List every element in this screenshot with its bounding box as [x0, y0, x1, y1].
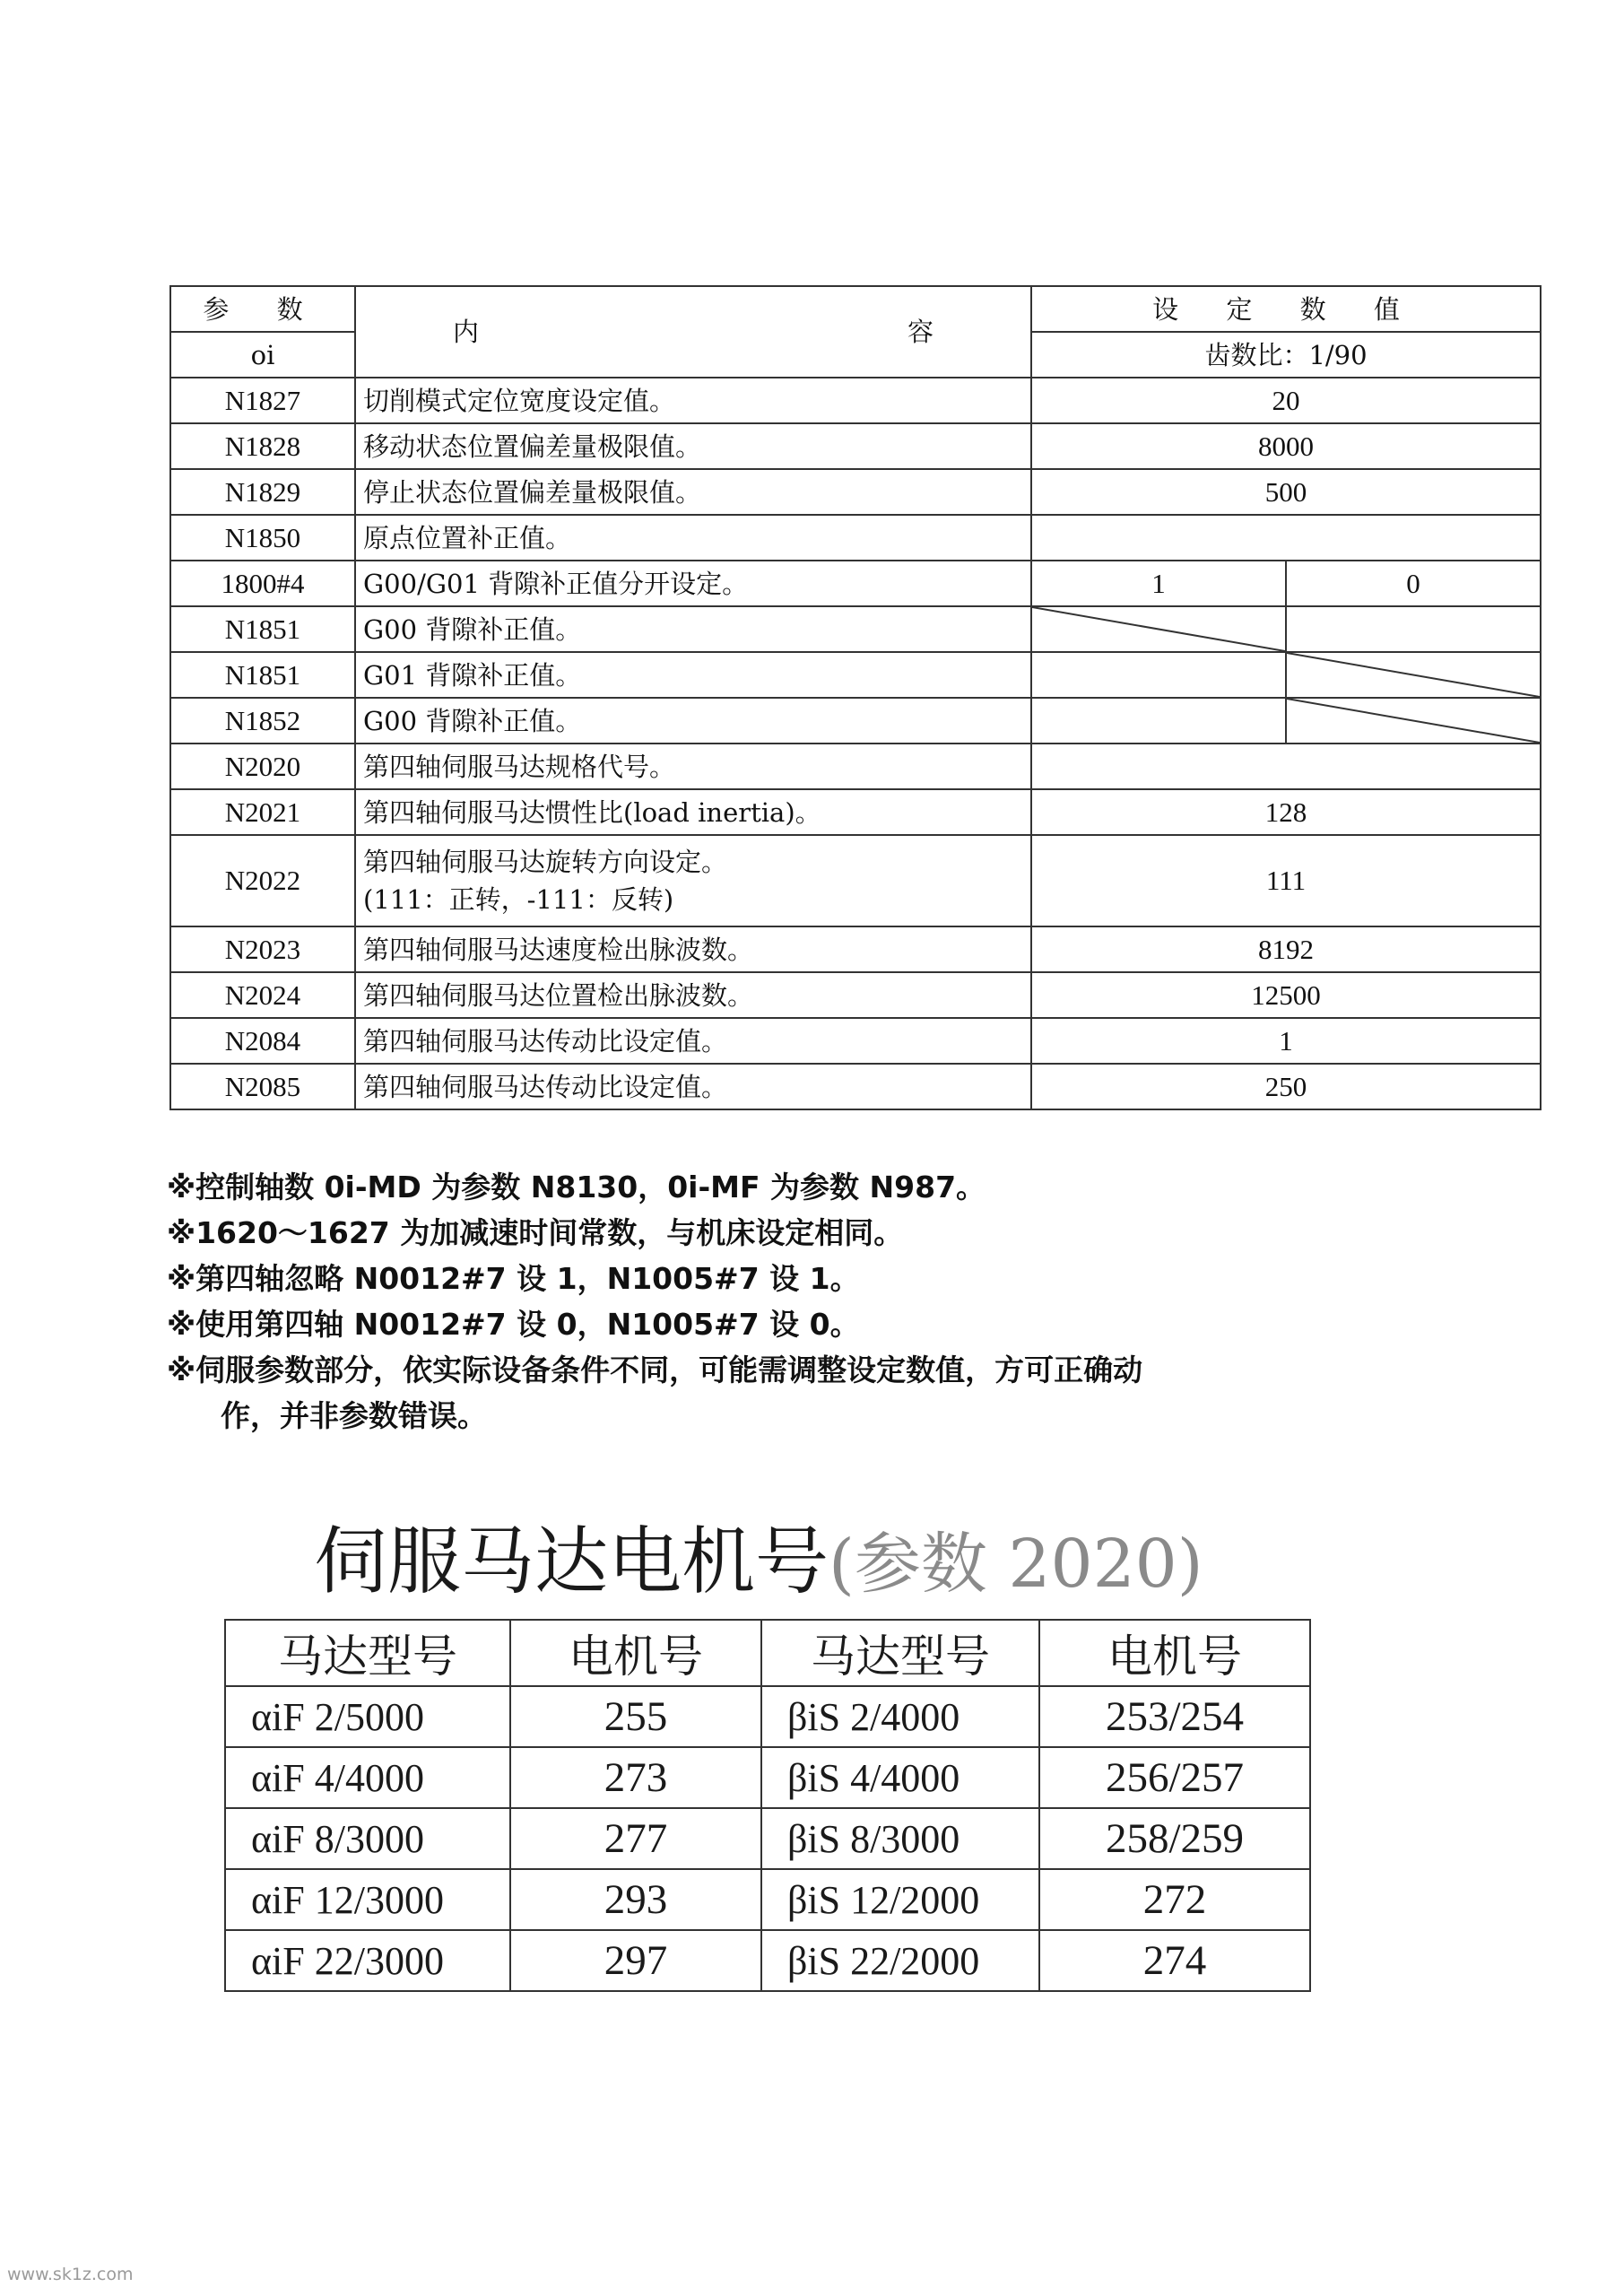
param-number: N1829: [170, 469, 355, 515]
diagonal-strike-cell: [1286, 652, 1541, 698]
site-watermark: www.sk1z.com: [7, 2265, 134, 2284]
setting-value-header: 设 定 数 值: [1031, 286, 1541, 332]
series-header: oi: [170, 332, 355, 378]
param-value-right: 0: [1286, 561, 1541, 606]
diagonal-line: [1287, 653, 1540, 697]
diagonal-strike-cell: [1286, 698, 1541, 744]
empty-cell: [1031, 698, 1286, 744]
param-description-line2: (111：正转，-111：反转): [363, 884, 674, 915]
motor-table-row: [225, 1930, 1310, 1991]
param-description: 停止状态位置偏差量极限值。: [355, 469, 1031, 515]
alpha-motor-type: αiF 8/3000: [225, 1808, 510, 1869]
param-value-left: 1: [1031, 561, 1286, 606]
table-row: [170, 606, 1541, 652]
param-value: [1031, 515, 1541, 561]
param-number: 1800#4: [170, 561, 355, 606]
param-description: 第四轴伺服马达规格代号。: [355, 744, 1031, 789]
param-value: 500: [1031, 469, 1541, 515]
param-number: N1850: [170, 515, 355, 561]
table-row: [170, 1064, 1541, 1109]
motor-table-header-row: [225, 1620, 1310, 1686]
notes-block: [167, 1164, 1422, 1439]
param-description: [355, 835, 1031, 926]
param-value: [1031, 744, 1541, 789]
diagonal-line: [1032, 607, 1285, 651]
param-number: N1852: [170, 698, 355, 744]
note-line: ※1620～1627 为加减速时间常数，与机床设定相同。: [167, 1215, 904, 1250]
table-row: [170, 423, 1541, 469]
motor-table-row: [225, 1808, 1310, 1869]
alpha-motor-type: αiF 22/3000: [225, 1930, 510, 1991]
param-number: N1827: [170, 378, 355, 423]
param-description: G00/G01 背隙补正值分开设定。: [355, 561, 1031, 606]
alpha-motor-number: 277: [510, 1808, 761, 1869]
motor-type-header: 马达型号: [761, 1620, 1039, 1686]
param-description: G01 背隙补正值。: [355, 652, 1031, 698]
alpha-motor-number: 297: [510, 1930, 761, 1991]
param-description: 第四轴伺服马达速度检出脉波数。: [355, 926, 1031, 972]
empty-cell: [1286, 606, 1541, 652]
param-number: N1828: [170, 423, 355, 469]
param-description: 第四轴伺服马达传动比设定值。: [355, 1064, 1031, 1109]
param-description: 第四轴伺服马达惯性比(load inertia)。: [355, 789, 1031, 835]
motor-table-row: [225, 1686, 1310, 1747]
table-row: [170, 789, 1541, 835]
param-description: G00 背隙补正值。: [355, 698, 1031, 744]
param-value: 111: [1031, 835, 1541, 926]
motor-number-table: [224, 1619, 1311, 1992]
note-line: ※第四轴忽略 N0012#7 设 1，N1005#7 设 1。: [167, 1261, 860, 1296]
beta-motor-number: 274: [1039, 1930, 1310, 1991]
motor-table-row: [225, 1869, 1310, 1930]
beta-motor-number: 256/257: [1039, 1747, 1310, 1808]
param-number: N2084: [170, 1018, 355, 1064]
param-description: G00 背隙补正值。: [355, 606, 1031, 652]
table-row: [170, 1018, 1541, 1064]
gear-ratio-header: 齿数比：1/90: [1031, 332, 1541, 378]
param-number: N2020: [170, 744, 355, 789]
alpha-motor-type: αiF 12/3000: [225, 1869, 510, 1930]
table-row: [170, 515, 1541, 561]
param-value: 20: [1031, 378, 1541, 423]
param-value: 8000: [1031, 423, 1541, 469]
alpha-motor-number: 255: [510, 1686, 761, 1747]
motor-section-title: [314, 1518, 1203, 1609]
parameter-table: [169, 285, 1541, 1110]
motor-title-paren: (参数 2020): [829, 1526, 1203, 1603]
beta-motor-type: βiS 22/2000: [761, 1930, 1039, 1991]
content-header: 内 容: [355, 286, 1031, 378]
param-description: 切削模式定位宽度设定值。: [355, 378, 1031, 423]
note-line-continuation: 作，并非参数错误。: [221, 1398, 487, 1433]
table-row: [170, 835, 1541, 926]
motor-title-main: 伺服马达电机号: [314, 1519, 829, 1605]
param-description: 原点位置补正值。: [355, 515, 1031, 561]
motor-type-header: 马达型号: [225, 1620, 510, 1686]
diagonal-line: [1287, 699, 1540, 743]
beta-motor-type: βiS 4/4000: [761, 1747, 1039, 1808]
param-number: N1851: [170, 606, 355, 652]
alpha-motor-type: αiF 4/4000: [225, 1747, 510, 1808]
note-line: ※控制轴数 0i-MD 为参数 N8130，0i-MF 为参数 N987。: [167, 1170, 986, 1205]
param-value: 8192: [1031, 926, 1541, 972]
param-description-line1: 第四轴伺服马达旋转方向设定。: [363, 847, 728, 877]
note-line: ※伺服参数部分，依实际设备条件不同，可能需调整设定数值，方可正确动: [167, 1352, 1143, 1387]
table-row: [170, 972, 1541, 1018]
table-row: [170, 469, 1541, 515]
alpha-motor-type: αiF 2/5000: [225, 1686, 510, 1747]
note-line: ※使用第四轴 N0012#7 设 0，N1005#7 设 0。: [167, 1307, 860, 1342]
beta-motor-number: 253/254: [1039, 1686, 1310, 1747]
table-header-row: [170, 286, 1541, 332]
param-number: N2024: [170, 972, 355, 1018]
table-row: [170, 744, 1541, 789]
alpha-motor-number: 273: [510, 1747, 761, 1808]
param-value: 128: [1031, 789, 1541, 835]
empty-cell: [1031, 652, 1286, 698]
param-description: 第四轴伺服马达传动比设定值。: [355, 1018, 1031, 1064]
param-number: N2085: [170, 1064, 355, 1109]
param-number: N2022: [170, 835, 355, 926]
table-row: [170, 561, 1541, 606]
beta-motor-type: βiS 2/4000: [761, 1686, 1039, 1747]
diagonal-strike-cell: [1031, 606, 1286, 652]
param-value: 250: [1031, 1064, 1541, 1109]
param-number: N2023: [170, 926, 355, 972]
param-description: 移动状态位置偏差量极限值。: [355, 423, 1031, 469]
table-row: [170, 378, 1541, 423]
table-row: [170, 926, 1541, 972]
param-number: N2021: [170, 789, 355, 835]
beta-motor-number: 258/259: [1039, 1808, 1310, 1869]
param-number: N1851: [170, 652, 355, 698]
param-value: 12500: [1031, 972, 1541, 1018]
motor-table-row: [225, 1747, 1310, 1808]
alpha-motor-number: 293: [510, 1869, 761, 1930]
param-header: 参 数: [170, 286, 355, 332]
beta-motor-type: βiS 8/3000: [761, 1808, 1039, 1869]
table-row: [170, 698, 1541, 744]
table-row: [170, 652, 1541, 698]
param-value: 1: [1031, 1018, 1541, 1064]
param-description: 第四轴伺服马达位置检出脉波数。: [355, 972, 1031, 1018]
motor-number-header: 电机号: [1039, 1620, 1310, 1686]
motor-number-header: 电机号: [510, 1620, 761, 1686]
beta-motor-type: βiS 12/2000: [761, 1869, 1039, 1930]
beta-motor-number: 272: [1039, 1869, 1310, 1930]
